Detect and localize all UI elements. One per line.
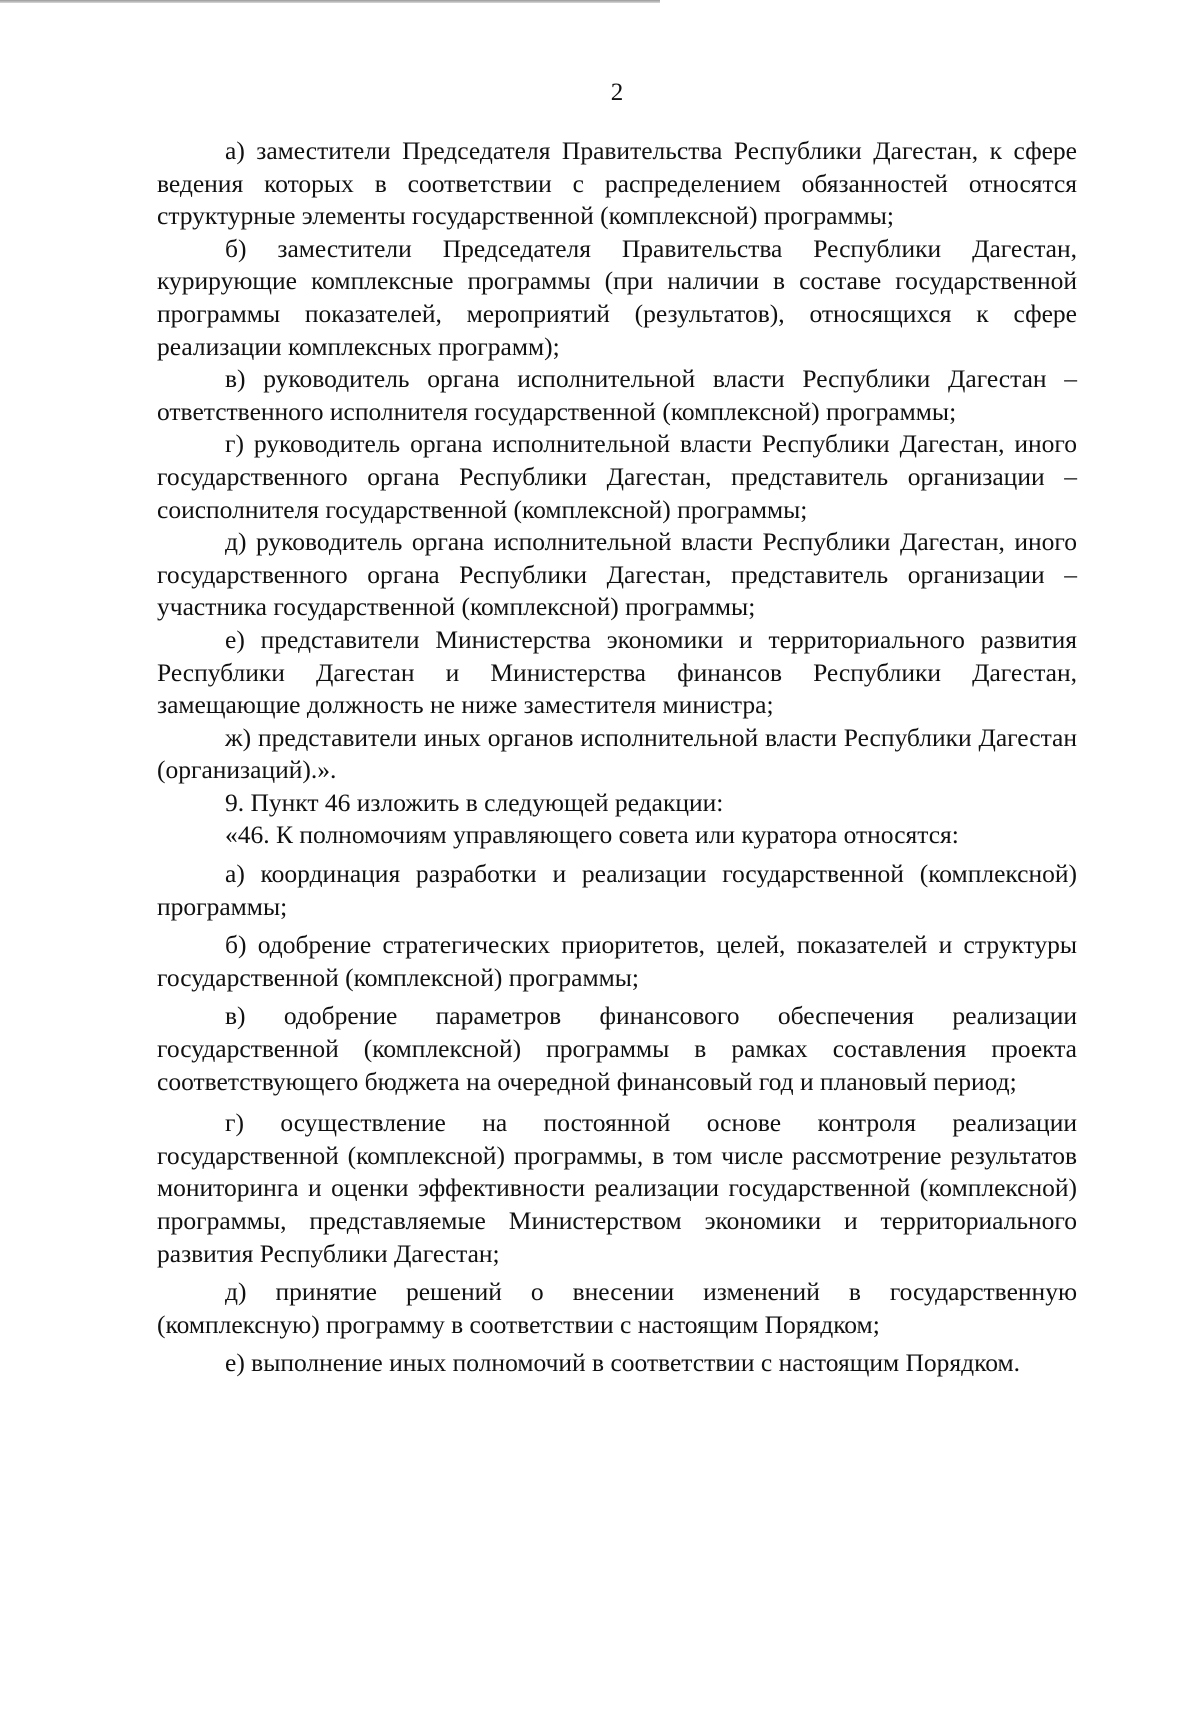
power-d-amendments: д) принятие решений о внесении изменений в государственную (комплексную) программу в соответствии с настоящим Порядком; [157, 1277, 1077, 1339]
document-page [157, 0, 1077, 1709]
paragraph-g-co-executor: г) руководитель органа исполнительной власти Республики Дагестан, иного государственного органа Республики Дагестан, представитель организации – соисполнителя государственной (комплексной) программы; [157, 429, 1077, 524]
document-body [157, 135, 1077, 1380]
paragraph-e-ministry-representatives: е) представители Министерства экономики и территориального развития Республики Дагестан и Министерства финансов Республики Дагестан, замещающие должность не ниже заместителя министра; [157, 624, 1077, 720]
power-a-coordination: а) координация разработки и реализации государственной (комплексной) программы; [157, 859, 1077, 921]
paragraph-v-responsible-executor: в) руководитель органа исполнительной власти Республики Дагестан – ответственного исполнителя государственной (комплексной) программы; [157, 364, 1077, 426]
power-b-approval-priorities: б) одобрение стратегических приоритетов, целей, показателей и структуры государственной (комплексной) программы; [157, 930, 1077, 992]
power-e-other-powers: е) выполнение иных полномочий в соответствии с настоящим Порядком. [225, 1348, 1020, 1378]
power-g-control: г) осуществление на постоянной основе контроля реализации государственной (комплексной) программы, в том числе рассмотрение результатов мониторинга и оценки эффективности реализации государственной (комплексной) программы, представляемые Министерством экономики и территориального развития Республики Дагестан; [157, 1108, 1077, 1268]
paragraph-zh-other-bodies: ж) представители иных органов исполнительной власти Республики Дагестан (организаций).». [157, 722, 1077, 785]
page-number: 2 [610, 79, 624, 106]
item-46-heading: «46. К полномочиям управляющего совета или куратора относятся: [225, 820, 959, 850]
item-9-heading: 9. Пункт 46 изложить в следующей редакции: [225, 787, 724, 817]
paragraph-a-deputy-chairmen: а) заместители Председателя Правительства Республики Дагестан, к сфере ведения которых в соответствии с распределением обязанностей относятся структурные элементы государственной (комплексной) программы; [157, 136, 1077, 231]
paragraph-b-deputy-chairmen-curators: б) заместители Председателя Правительства Республики Дагестан, курирующие комплексные программы (при наличии в составе государственной программы показателей, мероприятий (результатов), относящихся к сфере реализации комплексных программ); [157, 233, 1077, 361]
power-v-financial-parameters: в) одобрение параметров финансового обеспечения реализации государственной (комплексной) программы в рамках составления проекта соответствующего бюджета на очередной финансовый год и плановый период; [157, 1001, 1077, 1096]
paragraph-d-participant: д) руководитель органа исполнительной власти Республики Дагестан, иного государственного органа Республики Дагестан, представитель организации – участника государственной (комплексной) программы; [157, 527, 1077, 622]
